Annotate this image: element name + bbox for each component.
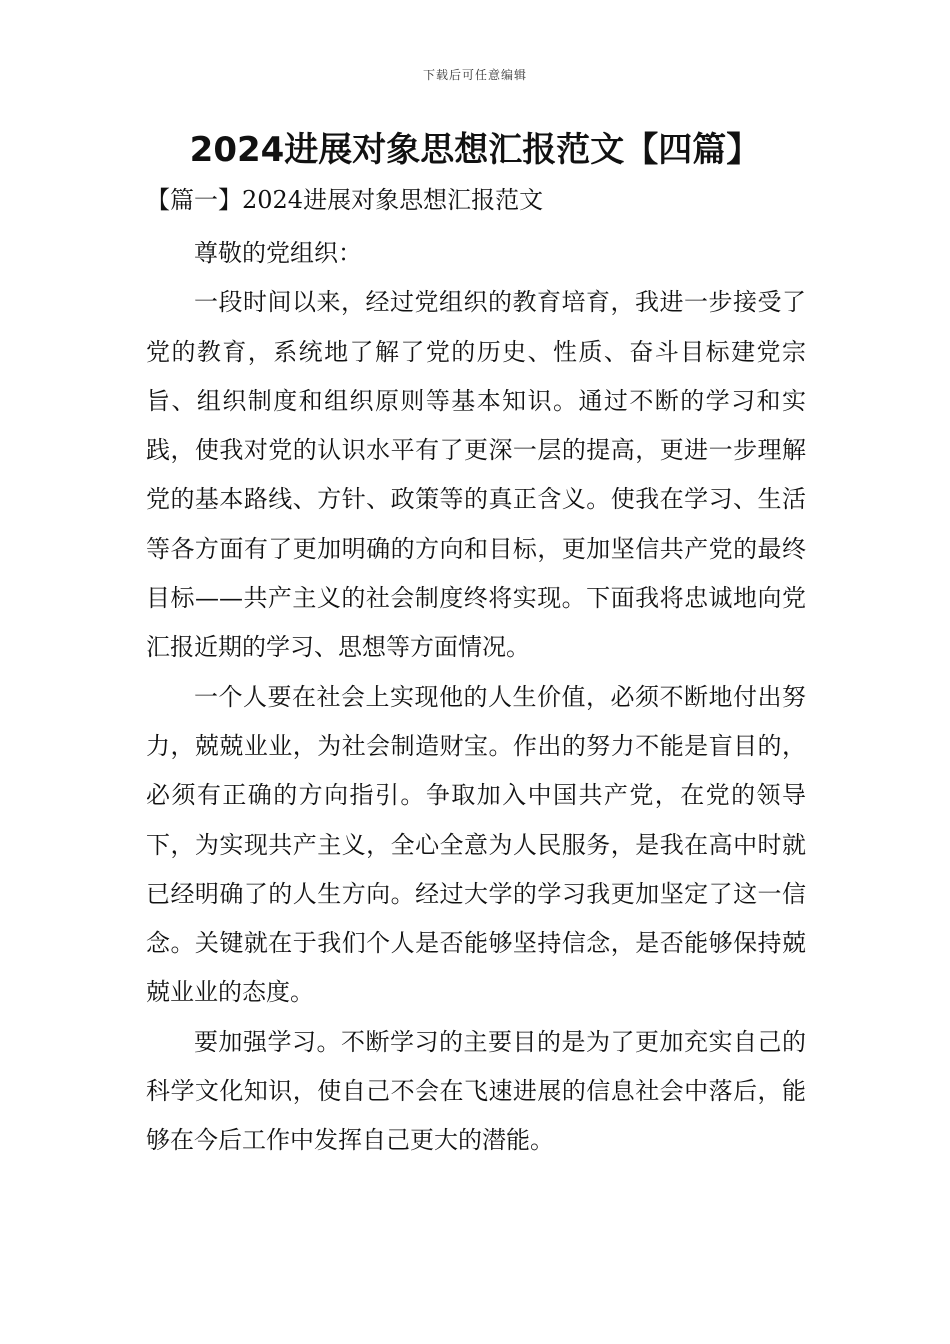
paragraph: 一段时间以来，经过党组织的教育培育，我进一步接受了党的教育，系统地了解了党的历史、性质、奋斗目标建党宗旨、组织制度和组织原则等基本知识。通过不断的学习和实践，使我对党的认识水平有了更深一层的提高，更进一步理解党的基本路线、方针、政策等的真正含义。使我在学习、生活等各方面有了更加明确的方向和目标，更加坚信共产党的最终目标——共产主义的社会制度终将实现。下面我将忠诚地向党汇报近期的学习、思想等方面情况。 bbox=[146, 288, 806, 662]
salutation: 尊敬的党组织： bbox=[194, 239, 362, 267]
paragraph: 要加强学习。不断学习的主要目的是为了更加充实自己的科学文化知识，使自己不会在飞速进展的信息社会中落后，能够在今后工作中发挥自己更大的潜能。 bbox=[146, 1027, 806, 1155]
document-body bbox=[146, 229, 806, 1166]
paragraph: 一个人要在社会上实现他的人生价值，必须不断地付出努力，兢兢业业，为社会制造财宝。作出的努力不能是盲目的，必须有正确的方向指引。争取加入中国共产党，在党的领导下，为实现共产主义，全心全意为人民服务，是我在高中时就已经明确了的人生方向。经过大学的学习我更加坚定了这一信念。关键就在于我们个人是否能够坚持信念，是否能够保持兢兢业业的态度。 bbox=[146, 682, 806, 1007]
document-title: 2024进展对象思想汇报范文【四篇】 bbox=[189, 130, 761, 170]
section-heading: 【篇一】2024进展对象思想汇报范文 bbox=[146, 186, 544, 214]
header-note: 下载后可任意编辑 bbox=[422, 68, 527, 82]
